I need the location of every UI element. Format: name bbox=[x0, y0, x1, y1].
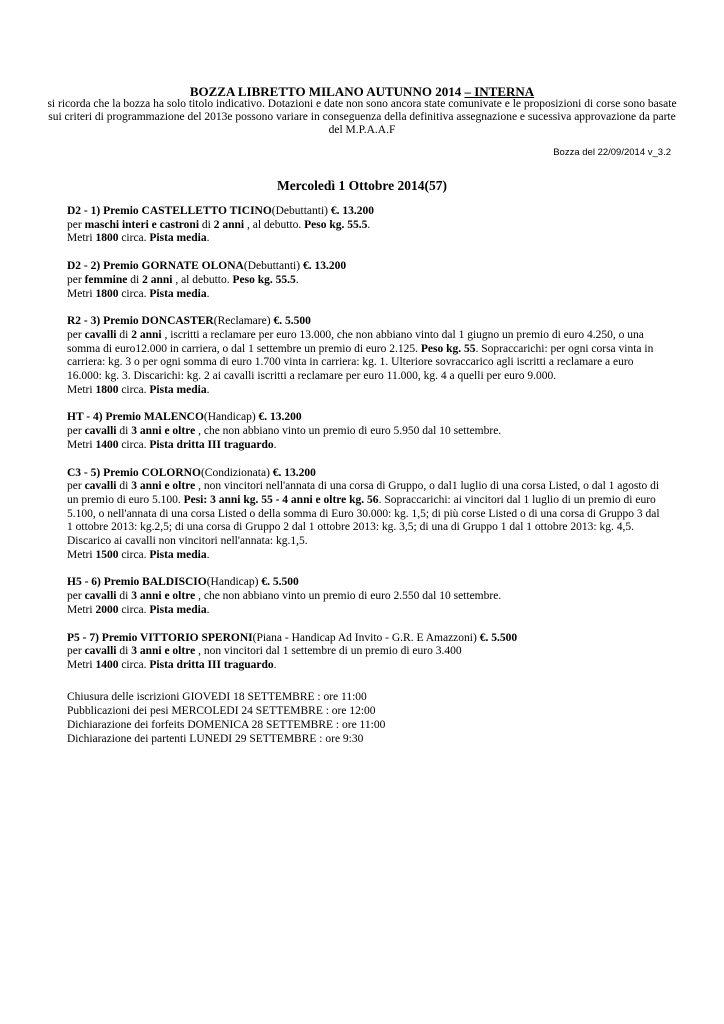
dist-meters: 1800 bbox=[95, 287, 119, 300]
dist-text: circa. bbox=[118, 287, 150, 300]
race-entry bbox=[67, 260, 667, 301]
race-conditions bbox=[67, 480, 667, 549]
cond-text: di bbox=[116, 645, 132, 658]
race-conditions bbox=[67, 219, 667, 233]
track-type: Pista dritta III traguardo bbox=[149, 438, 274, 451]
cond-text: , iscritti a reclamare per euro 13.000, che non abbiano vinto dal 1 giugno un premio di euro 4.250, o una somma di euro12.000 in carriera, o dal 1 settembre un premio di euro 2.125. bbox=[67, 328, 644, 355]
deadline-entries: Chiusura delle iscrizioni GIOVEDI 18 SETTEMBRE : ore 11:00 bbox=[67, 691, 367, 703]
cond-age: 3 anni e oltre bbox=[131, 645, 196, 658]
deadline-weights: Pubblicazioni dei pesi MERCOLEDI 24 SETTEMBRE : ore 12:00 bbox=[67, 705, 376, 717]
race-prize: €. 13.200 bbox=[300, 260, 347, 273]
cond-horses: cavalli bbox=[84, 645, 117, 658]
dist-meters: 1500 bbox=[95, 548, 119, 561]
race-type: (Handicap) bbox=[203, 411, 256, 424]
cond-horses: cavalli bbox=[84, 590, 117, 603]
race-conditions bbox=[67, 274, 667, 288]
cond-text: , che non abbiano vinto un premio di euro 5.950 dal 10 settembre. bbox=[195, 425, 502, 438]
race-distance bbox=[67, 604, 667, 618]
race-code: D2 - 2) Premio GORNATE OLONA bbox=[67, 260, 244, 273]
dist-text: . bbox=[206, 232, 210, 245]
cond-text: per bbox=[67, 273, 85, 286]
cond-text: . Sopraccarichi: ai vincitori dal 1 luglio di un premio di euro 5.100, o nell'annata di una corsa Listed o della somma di Euro 30.000: kg. 1,5; di più corse Listed o di una corsa di Gruppo 3 dal 1 ottobre 2013: kg.2,5; di una corsa di Gruppo 2 dal 1 ottobre 2013: kg. 3,5; di una di Gruppo 1 dal 1 ottobre 2013: kg. 4,5. Discarico ai cavalli non vincitori nell'annata: kg.1,5. bbox=[67, 493, 660, 548]
dist-text: circa. bbox=[118, 658, 150, 671]
cond-text: di bbox=[116, 328, 132, 341]
race-heading bbox=[67, 632, 667, 646]
dist-text: circa. bbox=[118, 603, 150, 616]
dist-text: . bbox=[206, 548, 210, 561]
cond-horses: femmine bbox=[84, 273, 128, 286]
race-distance bbox=[67, 288, 667, 302]
track-type: Pista media bbox=[149, 603, 207, 616]
cond-text: di bbox=[127, 273, 143, 286]
cond-text: per bbox=[67, 218, 85, 231]
dist-meters: 1800 bbox=[95, 383, 119, 396]
cond-age: 2 anni bbox=[142, 273, 173, 286]
deadline-list bbox=[67, 690, 667, 746]
cond-text: . bbox=[295, 273, 299, 286]
race-code: D2 - 1) Premio CASTELLETTO TICINO bbox=[67, 205, 272, 217]
dist-text: . bbox=[273, 658, 277, 671]
race-entry bbox=[67, 315, 667, 397]
track-type: Pista media bbox=[149, 287, 207, 300]
race-conditions bbox=[67, 590, 667, 604]
dist-text: . bbox=[206, 383, 210, 396]
dist-text: Metri bbox=[67, 548, 96, 561]
race-prize: €. 13.200 bbox=[255, 411, 302, 424]
disclaimer-notice: si ricorda che la bozza ha solo titolo indicativo. Dotazioni e date non sono ancora state comunivate e le proposizioni di corse sono basate sui criteri di programmazione del 2013e possono variare in conseguenza della definitiva assegnazione e sucessiva approvazione da parte del M.P.A.A.F bbox=[47, 98, 677, 136]
draft-version-label: Bozza del 22/09/2014 v_3.2 bbox=[553, 147, 671, 158]
title-internal-tag: – INTERNA bbox=[464, 84, 535, 99]
track-type: Pista media bbox=[149, 383, 207, 396]
race-conditions bbox=[67, 645, 667, 659]
dist-text: . bbox=[273, 438, 277, 451]
track-type: Pista media bbox=[149, 232, 207, 245]
dist-text: Metri bbox=[67, 603, 96, 616]
dist-text: Metri bbox=[67, 383, 96, 396]
race-code: R2 - 3) Premio DONCASTER bbox=[67, 315, 214, 328]
race-conditions bbox=[67, 425, 667, 439]
document-title bbox=[0, 84, 724, 99]
cond-text: per bbox=[67, 590, 85, 603]
cond-age: 3 anni e oltre bbox=[131, 480, 196, 493]
race-heading bbox=[67, 411, 667, 425]
race-heading bbox=[67, 205, 667, 219]
cond-text: , al debutto. bbox=[244, 218, 305, 231]
race-prize: €. 13.200 bbox=[328, 205, 374, 217]
dist-text: circa. bbox=[118, 548, 150, 561]
race-code: P5 - 7) Premio VITTORIO SPERONI bbox=[67, 631, 253, 644]
race-type: (Piana - Handicap Ad Invito - G.R. E Amazzoni) bbox=[252, 631, 477, 644]
race-heading bbox=[67, 260, 667, 274]
race-prize: €. 5.500 bbox=[258, 576, 299, 589]
track-type: Pista media bbox=[149, 548, 207, 561]
cond-text: per bbox=[67, 645, 85, 658]
dist-text: Metri bbox=[67, 438, 96, 451]
race-type: (Handicap) bbox=[206, 576, 259, 589]
cond-age: 2 anni bbox=[131, 328, 162, 341]
dist-meters: 1800 bbox=[95, 232, 119, 245]
cond-text: di bbox=[116, 590, 132, 603]
race-entry bbox=[67, 205, 667, 246]
race-code: H5 - 6) Premio BALDISCIO bbox=[67, 576, 207, 589]
cond-text: di bbox=[199, 218, 214, 231]
cond-horses: cavalli bbox=[84, 480, 117, 493]
cond-text: per bbox=[67, 425, 85, 438]
race-day-title: Mercoledì 1 Ottobre 2014(57) bbox=[276, 178, 448, 193]
race-entry bbox=[67, 467, 667, 563]
cond-weight: Peso kg. 55.5 bbox=[232, 273, 296, 286]
cond-text: di bbox=[116, 480, 132, 493]
race-entry bbox=[67, 632, 667, 673]
dist-text: Metri bbox=[67, 287, 96, 300]
race-prize: €. 13.200 bbox=[269, 466, 316, 479]
race-distance bbox=[67, 384, 667, 398]
deadline-forfeits: Dichiarazione dei forfeits DOMENICA 28 SETTEMBRE : ore 11:00 bbox=[67, 719, 386, 731]
cond-text: , non vincitori nell'annata di una corsa di Gruppo, o dal1 luglio di una corsa Listed, o dal 1 agosto di un premio di euro 5.100. bbox=[67, 480, 660, 506]
cond-text: , al debutto. bbox=[172, 273, 233, 286]
race-entry bbox=[67, 576, 667, 617]
race-distance bbox=[67, 232, 667, 246]
race-type: (Condizionata) bbox=[200, 466, 270, 479]
dist-text: circa. bbox=[118, 232, 150, 245]
race-distance bbox=[67, 439, 667, 453]
dist-text: . bbox=[206, 603, 210, 616]
race-heading bbox=[67, 315, 667, 329]
cond-text: , che non abbiano vinto un premio di euro 2.550 dal 10 settembre. bbox=[195, 590, 502, 603]
race-list bbox=[67, 205, 667, 687]
cond-text: di bbox=[116, 425, 132, 438]
cond-horses: cavalli bbox=[84, 425, 117, 438]
cond-age: 3 anni e oltre bbox=[131, 425, 196, 438]
dist-meters: 1400 bbox=[95, 438, 119, 451]
race-distance bbox=[67, 659, 667, 673]
race-distance bbox=[67, 549, 667, 563]
cond-text: . bbox=[367, 218, 371, 231]
cond-text: per bbox=[67, 480, 85, 493]
dist-text: Metri bbox=[67, 658, 96, 671]
title-main: BOZZA LIBRETTO MILANO AUTUNNO 2014 bbox=[189, 84, 465, 99]
track-type: Pista dritta III traguardo bbox=[149, 658, 274, 671]
race-type: (Reclamare) bbox=[213, 315, 271, 328]
race-prize: €. 5.500 bbox=[476, 631, 518, 644]
race-type: (Debuttanti) bbox=[243, 260, 301, 273]
dist-meters: 1400 bbox=[95, 658, 119, 671]
cond-weight: Peso kg. 55.5 bbox=[304, 218, 368, 231]
race-heading bbox=[67, 467, 667, 481]
race-heading bbox=[67, 576, 667, 590]
dist-text: Metri bbox=[67, 232, 96, 245]
cond-horses: cavalli bbox=[84, 328, 117, 341]
cond-text: . Sopraccarichi: per ogni corsa vinta in carriera: kg. 3 o per ogni somma di euro 1.700 vinta in carriera: kg. 1. Ulteriore sovraccarico agli iscritti a reclamare a euro 16.000: kg. 3. Discarichi: kg. 2 ai cavalli iscritti a reclamare per euro 11.000, kg. 4 a quelli per euro 9.000. bbox=[67, 342, 654, 383]
race-entry bbox=[67, 411, 667, 452]
race-conditions bbox=[67, 329, 667, 384]
cond-text: per bbox=[67, 328, 85, 341]
race-code: HT - 4) Premio MALENCO bbox=[67, 411, 204, 424]
dist-meters: 2000 bbox=[95, 603, 119, 616]
cond-horses: maschi interi e castroni bbox=[84, 218, 200, 231]
race-code: C3 - 5) Premio COLORNO bbox=[67, 466, 201, 479]
cond-age: 3 anni e oltre bbox=[131, 590, 196, 603]
cond-age: 2 anni bbox=[213, 218, 245, 231]
race-type: (Debuttanti) bbox=[271, 205, 328, 217]
dist-text: . bbox=[206, 287, 210, 300]
race-prize: €. 5.500 bbox=[270, 315, 311, 328]
cond-weight: Pesi: 3 anni kg. 55 - 4 anni e oltre kg. 56 bbox=[183, 493, 379, 506]
cond-text: , non vincitori dal 1 settembre di un premio di euro 3.400 bbox=[195, 645, 462, 658]
dist-text: circa. bbox=[118, 383, 150, 396]
deadline-runners: Dichiarazione dei partenti LUNEDI 29 SETTEMBRE : ore 9:30 bbox=[67, 733, 364, 745]
dist-text: circa. bbox=[118, 438, 150, 451]
cond-weight: Peso kg. 55 bbox=[420, 342, 476, 355]
